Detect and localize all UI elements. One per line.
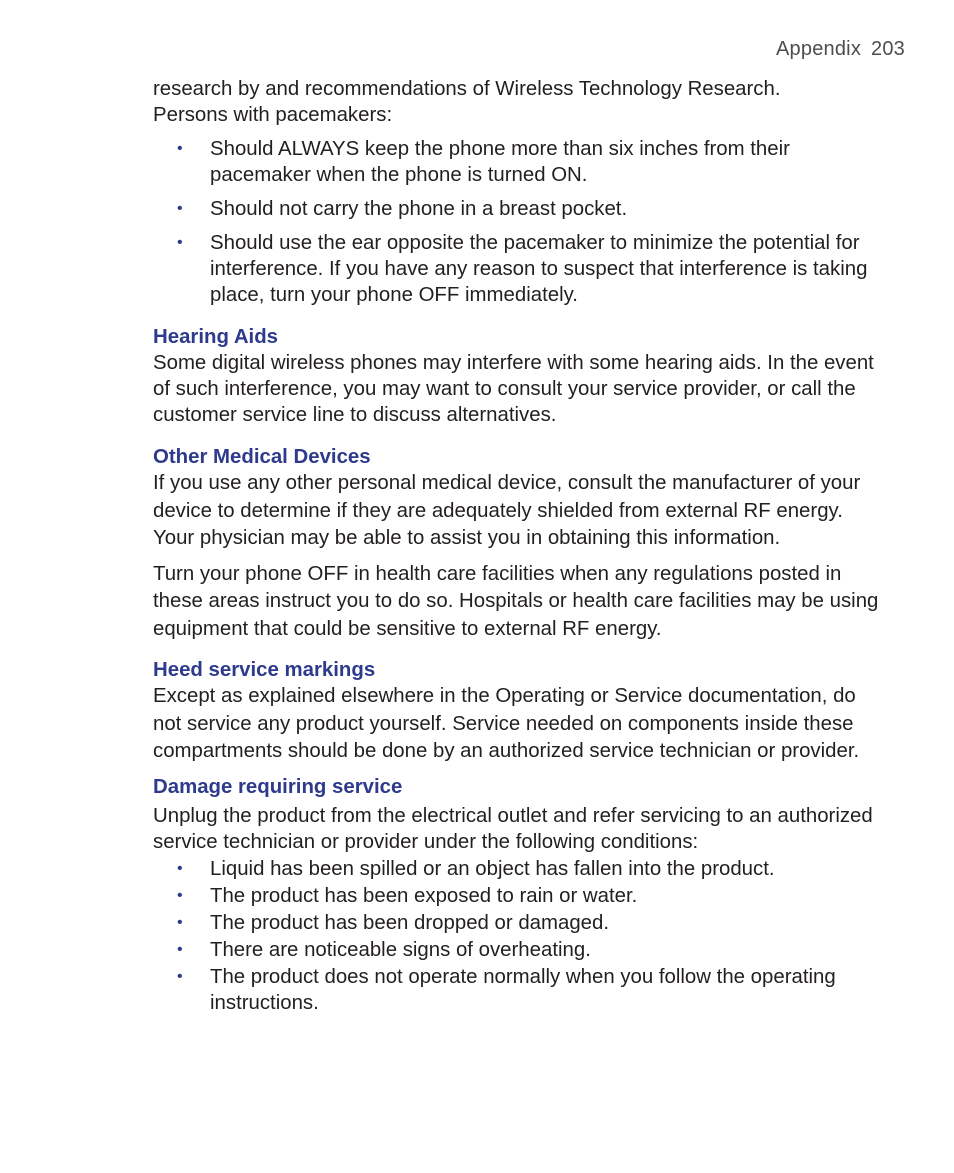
intro-line-2: Persons with pacemakers: — [153, 104, 393, 126]
list-item — [153, 937, 883, 963]
list-item — [153, 856, 883, 882]
page-content — [153, 76, 883, 1016]
heed-service-body: Except as explained elsewhere in the Operating or Service documentation, do not service any product yourself. Service needed on components inside these compartments should be done by an authorized service technician or provider. — [153, 685, 860, 762]
hearing-aids-body: Some digital wireless phones may interfere with some hearing aids. In the event of such interference, you may want to consult your service provider, or call the customer service line to discuss alternatives. — [153, 352, 874, 426]
other-medical-body-2: Turn your phone OFF in health care facilities when any regulations posted in these areas instruct you to do so. Hospitals or health care facilities may be using equipment that could be sensitive to external RF energy. — [153, 562, 879, 640]
list-item-text: The product does not operate normally when you follow the operating instructions. — [210, 965, 836, 1014]
page-number: 203 — [871, 38, 905, 60]
list-item-text: Should use the ear opposite the pacemaker to minimize the potential for interference. If you have any reason to suspect that interference is taking place, turn your phone OFF immediately. — [210, 232, 868, 306]
hearing-aids-section — [153, 324, 883, 428]
other-medical-section — [153, 444, 883, 643]
damage-service-list — [153, 856, 883, 1016]
list-item — [153, 136, 883, 188]
bullet-icon: • — [177, 140, 183, 157]
bullet-icon: • — [177, 913, 183, 931]
bullet-icon: • — [177, 200, 183, 217]
bullet-icon: • — [177, 234, 183, 251]
list-item-text: The product has been dropped or damaged. — [210, 911, 610, 934]
list-item — [153, 196, 883, 222]
bullet-icon: • — [177, 967, 183, 985]
damage-service-heading: Damage requiring service — [153, 775, 403, 798]
list-item — [153, 964, 883, 1016]
hearing-aids-heading: Hearing Aids — [153, 326, 279, 348]
list-item-text: Should ALWAYS keep the phone more than six inches from their pacemaker when the phone is turned ON. — [210, 138, 790, 186]
bullet-icon: • — [177, 859, 183, 877]
damage-service-section — [153, 774, 883, 1016]
list-item-text: There are noticeable signs of overheating. — [210, 938, 591, 961]
list-item-text: Should not carry the phone in a breast pocket. — [210, 198, 628, 220]
list-item — [153, 230, 883, 308]
list-item — [153, 910, 883, 936]
bullet-icon: • — [177, 940, 183, 958]
list-item-text: Liquid has been spilled or an object has fallen into the product. — [210, 857, 775, 880]
heed-service-heading: Heed service markings — [153, 659, 376, 681]
bullet-icon: • — [177, 886, 183, 904]
page-header — [776, 38, 905, 61]
damage-service-body: Unplug the product from the electrical outlet and refer servicing to an authorized service technician or provider under the following conditions: — [153, 804, 873, 853]
list-item — [153, 883, 883, 909]
other-medical-heading: Other Medical Devices — [153, 446, 371, 468]
pacemaker-list — [153, 136, 883, 308]
heed-service-section — [153, 657, 883, 766]
other-medical-body: If you use any other personal medical device, consult the manufacturer of your device to determine if they are adequately shielded from external RF energy. Your physician may be able to assist you in obtaining this information. — [153, 472, 861, 549]
list-item-text: The product has been exposed to rain or water. — [210, 884, 638, 907]
section-label: Appendix — [776, 38, 862, 60]
intro-line-1: research by and recommendations of Wireless Technology Research. — [153, 78, 781, 100]
